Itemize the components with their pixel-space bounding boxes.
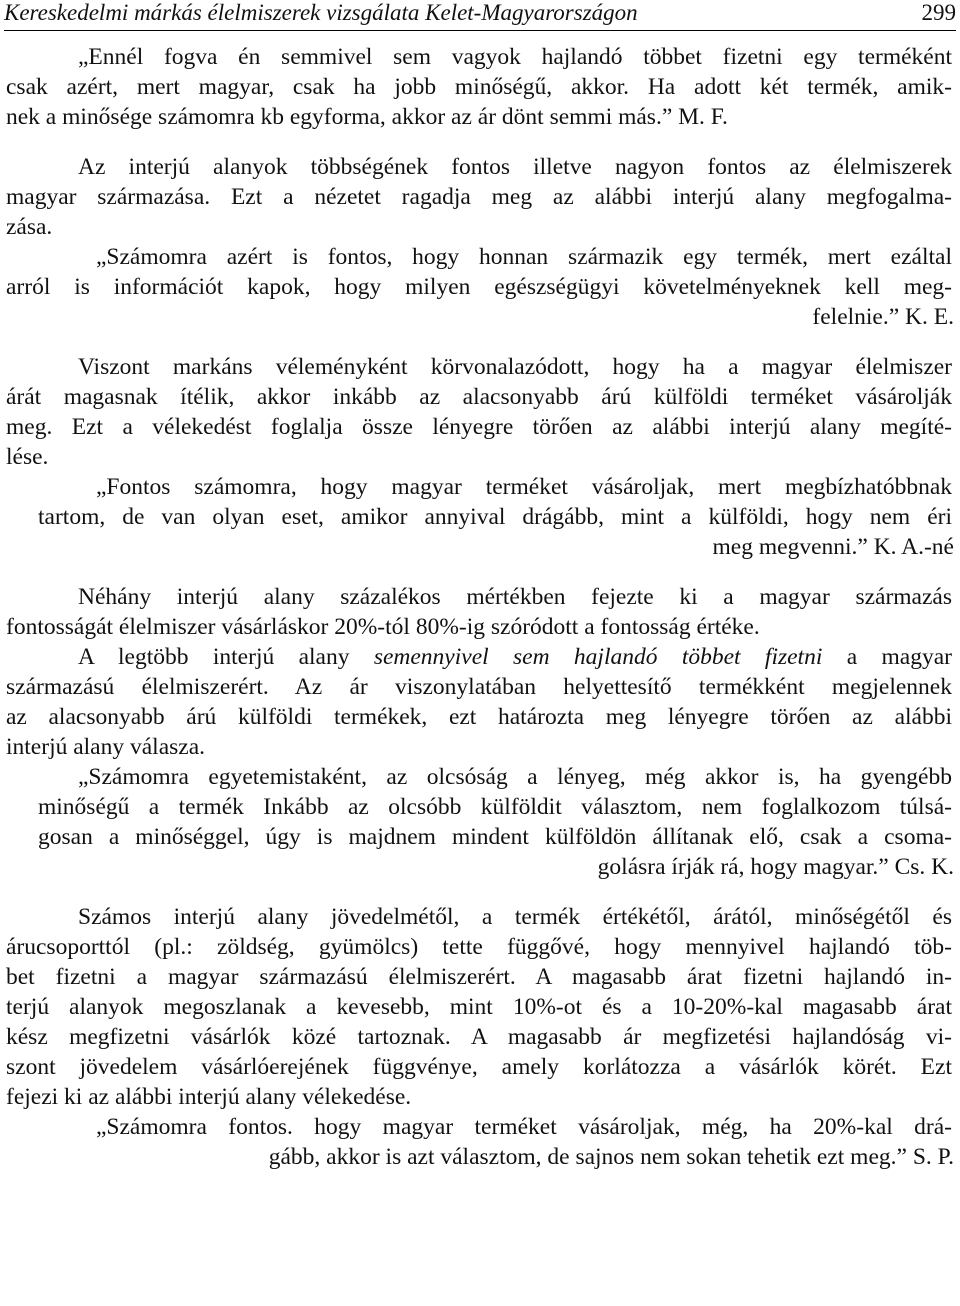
text-line: lése.: [6, 444, 49, 470]
text-line: Néhány interjú alany százalékos mértékben fejezte ki a magyar származás: [78, 584, 952, 610]
text-line: felelnie.” K. E.: [812, 304, 954, 330]
text-line: gosan a minőséggel, úgy is majdnem mindent külföldön állítanak elő, csak a csoma-: [38, 824, 952, 850]
text-line: bet fizetni a magyar származású élelmiszerért. A magasabb árat fizetni hajlandó in-: [6, 964, 952, 990]
text-line: Viszont markáns véleményként körvonalazódott, hogy ha a magyar élelmiszer: [78, 354, 952, 380]
text-line: Az interjú alanyok többségének fontos illetve nagyon fontos az élelmiszerek: [78, 154, 952, 180]
text-line: szont jövedelem vásárlóerejének függvénye, amely korlátozza a vásárlók körét. Ezt: [6, 1054, 952, 1080]
emphasis-text: semennyivel sem hajlandó többet fizetni: [373, 644, 823, 670]
text-line: származású élelmiszerért. Az ár viszonylatában helyettesítő termékként megjelennek: [6, 674, 952, 700]
text-line: Számos interjú alany jövedelmétől, a termék értékétől, árától, minőségétől és: [78, 904, 952, 930]
text-line: terjú alanyok megoszlanak a kevesebb, mint 10%-ot és a 10-20%-kal magasabb árat: [6, 994, 952, 1020]
text-line: meg. Ezt a vélekedést foglalja össze lényegre törően az alábbi interjú alany megíté-: [6, 414, 952, 440]
text-line: zása.: [6, 214, 53, 240]
text-line: nek a minősége számomra kb egyforma, akkor az ár dönt semmi más.” M. F.: [6, 104, 728, 130]
text-line: meg megvenni.” K. A.-né: [712, 534, 954, 560]
text-span: A legtöbb interjú alany: [78, 644, 374, 670]
text-line: „Ennél fogva én semmivel sem vagyok hajlandó többet fizetni egy terméként: [78, 44, 952, 70]
text-line: árát magasnak ítélik, akkor inkább az alacsonyabb árú külföldi terméket vásárolják: [6, 384, 952, 410]
text-line: interjú alany válasza.: [6, 734, 206, 760]
text-line: magyar származása. Ezt a nézetet ragadja meg az alábbi interjú alany megfogalma-: [6, 184, 952, 210]
text-span: a magyar: [822, 644, 952, 670]
text-line: csak azért, mert magyar, csak ha jobb minőségű, akkor. Ha adott két termék, amik-: [6, 74, 952, 100]
text-line: „Számomra fontos. hogy magyar terméket vásároljak, még, ha 20%-kal drá-: [96, 1114, 952, 1140]
text-line: gább, akkor is azt választom, de sajnos nem sokan tehetik ezt meg.” S. P.: [268, 1144, 954, 1170]
text-line: „Fontos számomra, hogy magyar terméket vásároljak, mert megbízhatóbbnak: [96, 474, 952, 500]
text-line: tartom, de van olyan eset, amikor annyival drágább, mint a külföldi, hogy nem éri: [38, 504, 952, 530]
running-title: Kereskedelmi márkás élelmiszerek vizsgálata Kelet-Magyarországon: [4, 0, 638, 25]
text-line: fejezi ki az alábbi interjú alany vélekedése.: [6, 1084, 412, 1110]
text-line: „Számomra azért is fontos, hogy honnan származik egy termék, mert ezáltal: [96, 244, 952, 270]
running-header: [4, 0, 956, 31]
text-line: minőségű a termék Inkább az olcsóbb külföldit választom, nem foglalkozom túlsá-: [38, 794, 952, 820]
text-line: kész megfizetni vásárlók közé tartoznak. A magasabb ár megfizetési hajlandóság vi-: [6, 1024, 952, 1050]
text-line: az alacsonyabb árú külföldi termékek, ezt határozta meg lényegre törően az alábbi: [6, 704, 952, 730]
text-line: „Számomra egyetemistaként, az olcsóság a lényeg, még akkor is, ha gyengébb: [78, 764, 952, 790]
page-number: 299: [921, 0, 956, 25]
text-line: arról is információt kapok, hogy milyen egészségügyi követelményeknek kell meg-: [6, 274, 952, 300]
text-line: fontosságát élelmiszer vásárláskor 20%-tól 80%-ig szóródott a fontosság értéke.: [6, 614, 760, 640]
text-line: árucsoporttól (pl.: zöldség, gyümölcs) tette függővé, hogy mennyivel hajlandó töb-: [6, 934, 952, 960]
text-line-mixed: [78, 642, 952, 672]
text-line: golásra írják rá, hogy magyar.” Cs. K.: [597, 854, 954, 880]
